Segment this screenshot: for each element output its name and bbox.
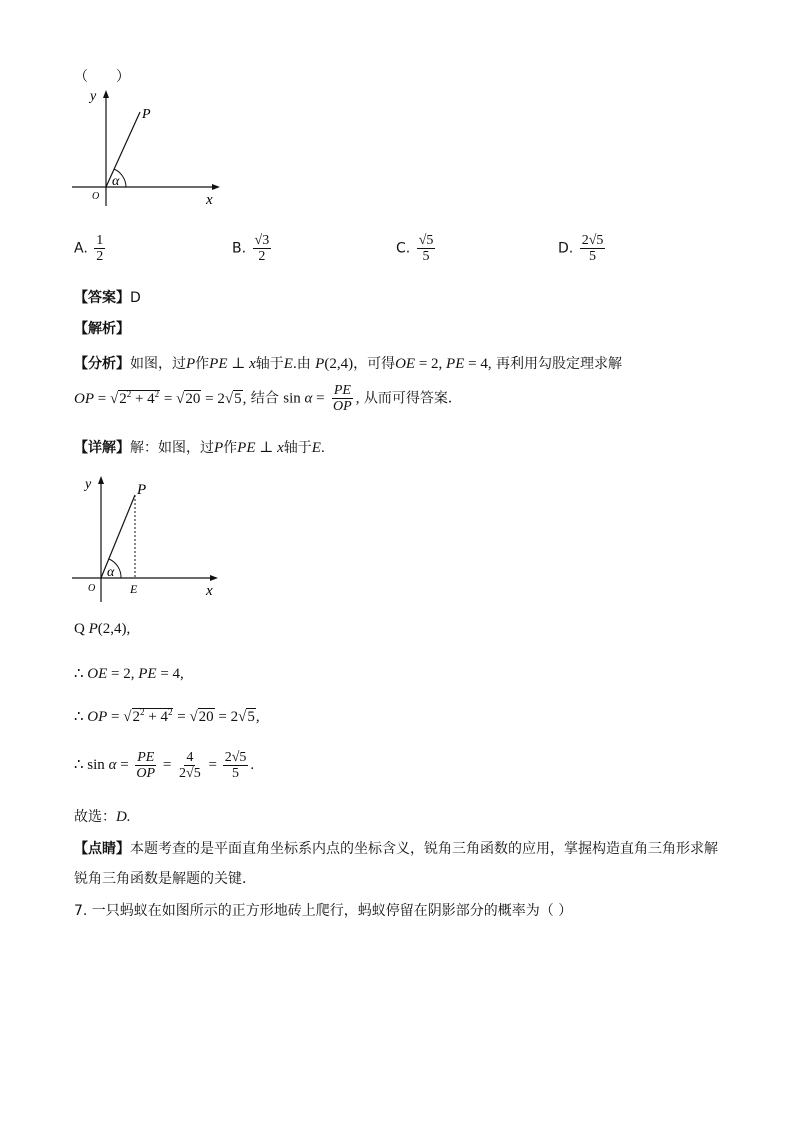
option-letter: D. bbox=[558, 240, 574, 257]
option-numerator: √3 bbox=[254, 233, 270, 248]
analysis-line-1: 【分析】如图，过P作PE ⊥ x轴于E.由 P(2,4)，可得OE = 2, PE = 4, 再利用勾股定理求解 bbox=[74, 356, 623, 372]
point-e-label: E bbox=[130, 582, 138, 596]
figure-coordinate-plane-with-e bbox=[60, 470, 230, 610]
y-label: y bbox=[85, 477, 92, 492]
step-op: ∴ OP = $√2^2 + 4^2 = √20 = 2√5$, bbox=[74, 707, 260, 725]
figure-coordinate-plane bbox=[60, 86, 230, 216]
x-label: x bbox=[206, 192, 213, 208]
point-p-label: P bbox=[142, 107, 151, 122]
comment-line-1: 【点睛】本题考查的是平面直角坐标系内点的坐标含义，锐角三角函数的应用，掌握构造直角三角形求解 bbox=[74, 841, 718, 857]
option-d[interactable] bbox=[558, 233, 607, 264]
step-sin: ∴ sin α = $\frac{PE}{OP}$ = $\frac{4}{2√5}$ = $\frac{2√5}{5}$ . bbox=[74, 750, 255, 781]
analysis-line-2: OP = $√2^2 + 4^2 = √20 = 2√5$, 结合 sin α = $\frac{PE}{OP}$ , 从而可得答案． bbox=[74, 383, 462, 414]
question-7: 7. 一只蚂蚁在如图所示的正方形地砖上爬行，蚂蚁停留在阴影部分的概率为（ ） bbox=[74, 903, 573, 919]
origin-label: O bbox=[88, 583, 96, 594]
solution-intro: 【详解】解：如图，过P作PE ⊥ x轴于E. bbox=[74, 440, 325, 456]
option-denominator: 2 bbox=[96, 249, 104, 264]
question-tail: （ ） bbox=[74, 69, 130, 85]
option-denominator: 5 bbox=[589, 249, 597, 264]
option-a[interactable] bbox=[74, 233, 107, 264]
analysis-tag: 【解析】 bbox=[74, 321, 130, 337]
point-p-label: P bbox=[137, 482, 147, 498]
option-denominator: 5 bbox=[422, 249, 430, 264]
option-letter: A. bbox=[74, 240, 88, 257]
option-b[interactable] bbox=[232, 233, 273, 264]
final-choice: 故选：D. bbox=[74, 809, 131, 825]
y-axis-arrow bbox=[103, 90, 109, 98]
answer-tag: 【答案】 bbox=[74, 290, 130, 306]
y-axis-arrow bbox=[98, 476, 104, 484]
option-letter: B. bbox=[232, 240, 247, 257]
fenxi-tag: 【分析】 bbox=[74, 356, 130, 372]
option-letter: C. bbox=[396, 240, 411, 257]
answer-value: D bbox=[130, 290, 141, 306]
xiangjie-tag: 【详解】 bbox=[74, 440, 130, 456]
x-axis-arrow bbox=[212, 184, 220, 190]
origin-label: O bbox=[92, 191, 100, 202]
option-c[interactable] bbox=[396, 233, 437, 264]
angle-label: α bbox=[107, 565, 115, 580]
option-numerator: √5 bbox=[418, 233, 434, 248]
option-numerator: 1 bbox=[96, 233, 104, 248]
step-oe-pe: ∴ OE = 2, PE = 4, bbox=[74, 666, 184, 682]
step-because: Q P(2,4), bbox=[74, 621, 131, 637]
x-axis-arrow bbox=[210, 575, 218, 581]
answer-line bbox=[74, 287, 141, 307]
comment-line-2: 锐角三角函数是解题的关键． bbox=[74, 871, 256, 887]
x-label: x bbox=[206, 583, 213, 599]
angle-label: α bbox=[112, 174, 120, 189]
dianjing-tag: 【点睛】 bbox=[74, 841, 130, 857]
option-numerator: 2√5 bbox=[581, 233, 604, 248]
option-denominator: 2 bbox=[258, 249, 266, 264]
y-label: y bbox=[90, 89, 97, 104]
